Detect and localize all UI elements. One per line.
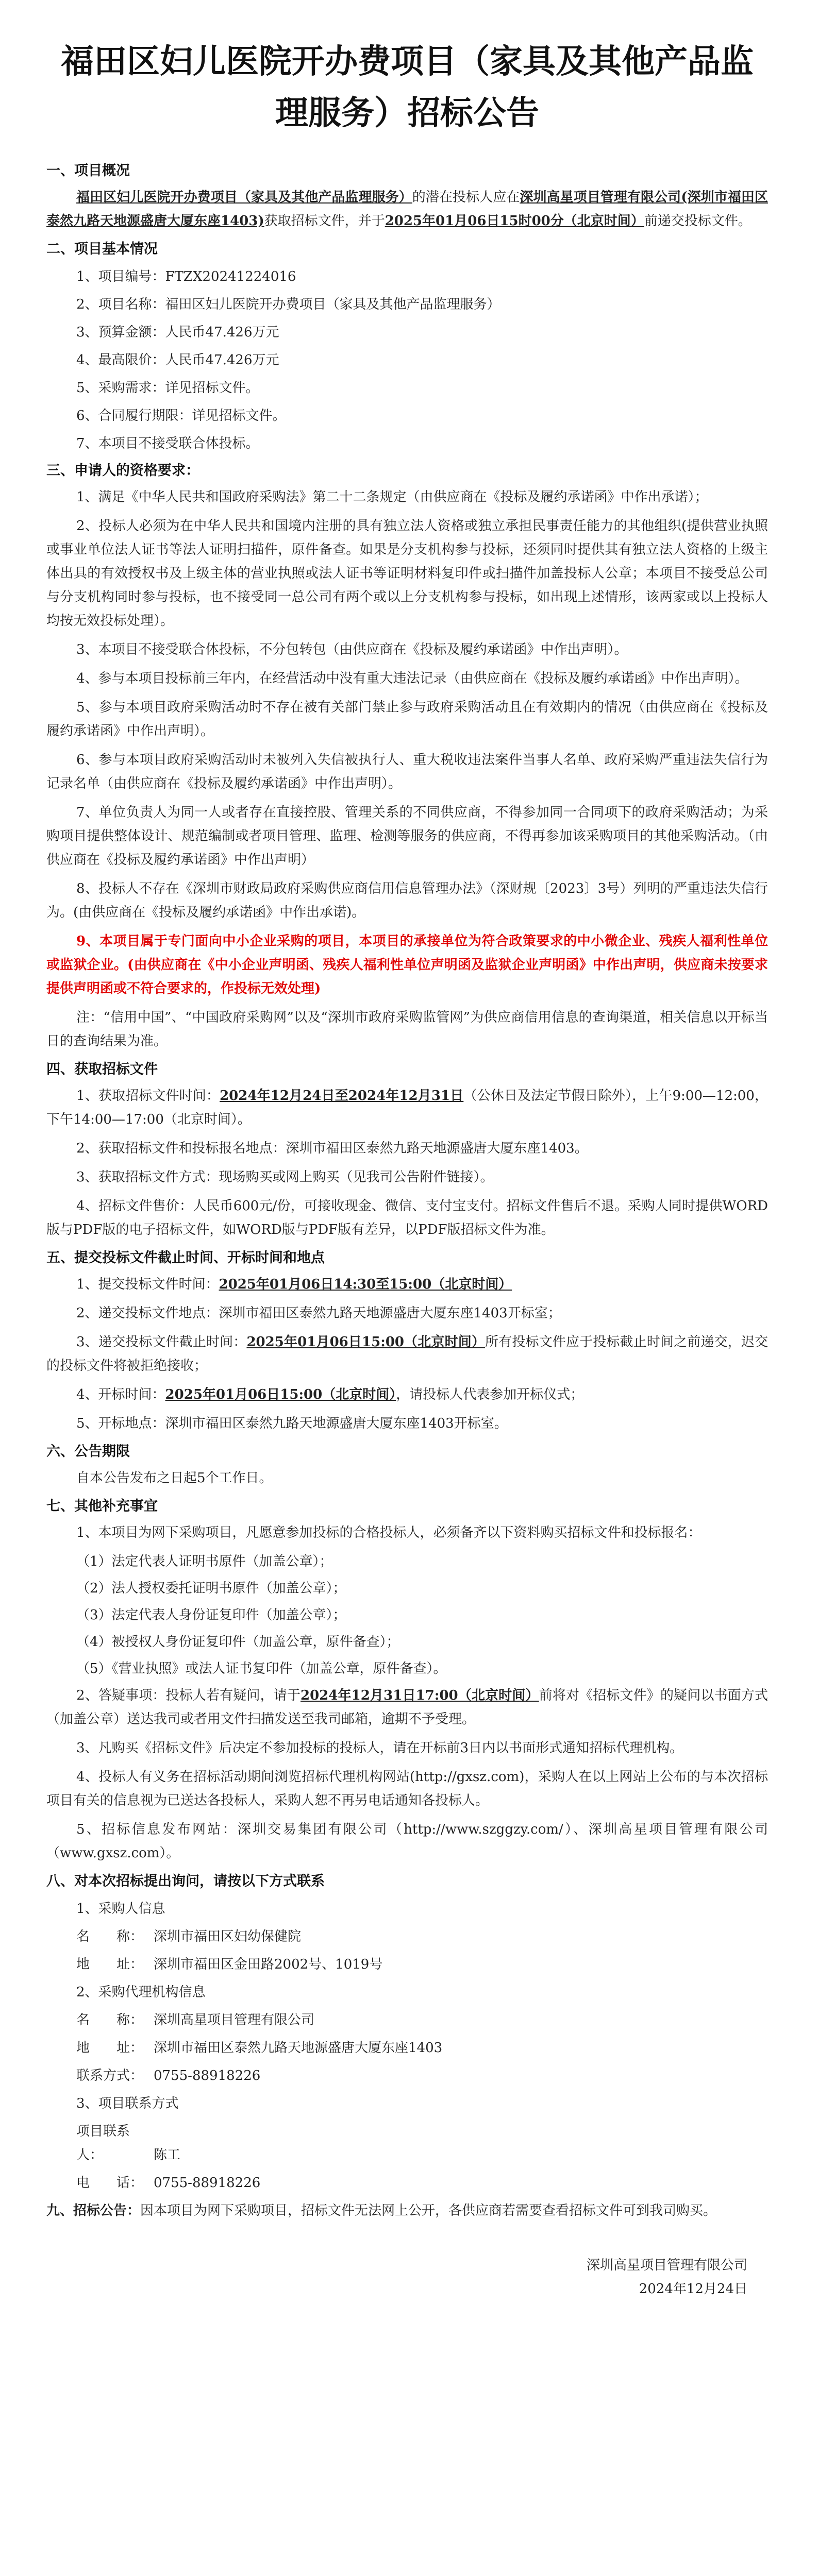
credit-note-paragraph: 注：“信用中国”、“中国政府采购网”以及“深圳市政府采购监管网”为供应商信用信息的查询渠道，相关信息以开标当日的查询结果为准。	[46, 1010, 768, 1049]
section-heading-notice-period: 六、公告期限	[46, 1444, 130, 1460]
section-heading-qualifications: 三、申请人的资格要求：	[46, 463, 199, 479]
contact-value: 深圳市福田区妇幼保健院	[154, 1929, 302, 1944]
basic-info-item: 6、合同履行期限：详见招标文件。	[76, 408, 286, 423]
contact-row	[76, 1953, 768, 1976]
qualification-paragraph: 7、单位负责人为同一人或者存在直接控股、管理关系的不同供应商，不得参加同一合同项下的政府采购活动；为采购项目提供整体设计、规范编制或者项目管理、监理、检测等服务的供应商，不得再参加该采购项目的其他采购活动。（由供应商在《投标及履约承诺函》中作出声明）	[46, 805, 768, 868]
required-document-item: （4）被授权人身份证复印件（加盖公章，原件备查）；	[76, 1634, 400, 1650]
text: 前将对《招标文件》的疑问以书面方式（加盖公章）送达我司或者用文件扫描发送至我司邮箱，逾期不予受理。	[46, 1688, 768, 1727]
text: 1、提交投标文件时间：	[76, 1277, 219, 1292]
obtain-period: 2024年12月24日至2024年12月31日	[220, 1088, 464, 1104]
question-deadline: 2024年12月31日17:00（北京时间）	[301, 1688, 539, 1703]
required-document-item: （2）法人授权委托证明书原件（加盖公章）；	[76, 1581, 346, 1596]
contact-value: 陈工	[154, 2147, 181, 2163]
signature-company: 深圳高星项目管理有限公司	[586, 2258, 747, 2273]
basic-info-item: 4、最高限价：人民币47.426万元	[76, 352, 279, 368]
notice-period-paragraph: 自本公告发布之日起5个工作日。	[76, 1470, 273, 1486]
other-paragraph: 3、凡购买《招标文件》后决定不参加投标的投标人，请在开标前3日内以书面形式通知招标代理机构。	[76, 1740, 683, 1756]
required-document-item: （3）法定代表人身份证复印件（加盖公章）；	[76, 1607, 346, 1623]
submission-location-paragraph: 2、递交投标文件地点：深圳市福田区泰然九路天地源盛唐大厦东座1403开标室；	[76, 1306, 561, 1321]
obtain-paragraph: 4、招标文件售价：人民币600元/份，可接收现金、微信、支付宝支付。招标文件售后不退。采购人同时提供WORD版与PDF版的电子招标文件，如WORD版与PDF版有差异，以PDF版招标文件为准。	[46, 1198, 768, 1238]
required-document-item: （5）《营业执照》或法人证书复印件（加盖公章，原件备查）。	[76, 1661, 447, 1676]
agency-name-address: 深圳高星项目管理有限公司(深圳市福田区泰然九路天地源盛唐大厦东座1403)	[46, 190, 768, 229]
obtain-paragraph: 2、获取招标文件和投标报名地点：深圳市福田区泰然九路天地源盛唐大厦东座1403。	[76, 1141, 588, 1156]
qualification-paragraph: 3、本项目不接受联合体投标，不分包转包（由供应商在《投标及履约承诺函》中作出声明）。	[76, 642, 628, 657]
contact-key: 名 称：	[76, 1929, 144, 1944]
contact-key: 联系方式：	[76, 2068, 144, 2083]
contact-row	[76, 2008, 768, 2032]
contact-row	[76, 2036, 768, 2060]
contact-value: 0755-88918226	[154, 2175, 261, 2191]
text: 1、获取招标文件时间：	[76, 1088, 220, 1104]
qualification-paragraph: 8、投标人不存在《深圳市财政局政府采购供应商信用信息管理办法》（深财规〔2023〕3号）列明的严重违法失信行为。(由供应商在《投标及履约承诺函》中作出承诺)。	[46, 881, 768, 920]
other-paragraph: 4、投标人有义务在招标活动期间浏览招标代理机构网站(http://gxsz.com)，采购人在以上网站上公布的与本次招标项目有关的信息视为已送达各投标人，采购人恕不再另电话通知各投标人。	[46, 1769, 768, 1808]
text: 4、开标时间：	[76, 1387, 165, 1402]
submission-time: 2025年01月06日14:30至15:00（北京时间）	[219, 1277, 512, 1292]
contact-group-title: 2、采购代理机构信息	[76, 1985, 206, 2000]
required-document-item: （1）法定代表人证明书原件（加盖公章）；	[76, 1554, 333, 1569]
text: 获取招标文件，并于	[264, 213, 385, 229]
section-heading-obtain-documents: 四、获取招标文件	[46, 1061, 158, 1077]
other-paragraph: 1、本项目为网下采购项目，凡愿意参加投标的合格投标人，必须备齐以下资料购买招标文件和投标报名：	[76, 1525, 702, 1540]
contact-row	[76, 2120, 768, 2167]
opening-location-paragraph: 5、开标地点：深圳市福田区泰然九路天地源盛唐大厦东座1403开标室。	[76, 1416, 508, 1431]
contact-key: 地 址：	[76, 1957, 144, 1972]
contact-value: 深圳市福田区泰然九路天地源盛唐大厦东座1403	[154, 2040, 443, 2056]
question-paragraph	[46, 1684, 768, 1731]
basic-info-item: 2、项目名称：福田区妇儿医院开办费项目（家具及其他产品监理服务）	[76, 297, 500, 312]
contact-key: 项目联系人：	[76, 2124, 130, 2163]
section-heading-other-matters: 七、其他补充事宜	[46, 1498, 158, 1514]
basic-info-item: 1、项目编号：FTZX20241224016	[76, 269, 296, 284]
contact-value: 深圳市福田区金田路2002号、1019号	[154, 1957, 383, 1972]
text: 3、递交投标文件截止时间：	[76, 1334, 247, 1350]
deadline: 2025年01月06日15时00分（北京时间）	[385, 213, 644, 229]
section-heading-tender-notice: 九、招标公告：	[46, 2203, 141, 2218]
other-paragraph: 5、招标信息发布网站：深圳交易集团有限公司（http://www.szggzy.com/）、深圳高星项目管理有限公司（www.gxsz.com）。	[46, 1822, 768, 1861]
submission-deadline-paragraph	[46, 1330, 768, 1378]
contact-key: 地 址：	[76, 2040, 144, 2056]
text: 前递交投标文件。	[644, 213, 752, 229]
basic-info-item: 7、本项目不接受联合体投标。	[76, 436, 259, 451]
text: 2、答疑事项：投标人若有疑问，请于	[76, 1688, 301, 1703]
section-heading-overview: 一、项目概况	[46, 163, 130, 179]
tender-notice-text: 因本项目为网下采购项目，招标文件无法网上公开，各供应商若需要查看招标文件可到我司购买。	[140, 2203, 717, 2218]
notice-page	[46, 36, 768, 2301]
contact-value: 0755-88918226	[154, 2068, 261, 2083]
opening-time: 2025年01月06日15:00（北京时间）	[165, 1387, 396, 1402]
contact-row	[76, 1925, 768, 1948]
section-heading-basic-info: 二、项目基本情况	[46, 241, 158, 257]
opening-time-paragraph	[46, 1383, 768, 1406]
basic-info-item: 5、采购需求：详见招标文件。	[76, 380, 259, 396]
section-heading-submission: 五、提交投标文件截止时间、开标时间和地点	[46, 1250, 325, 1266]
submission-time-paragraph	[46, 1273, 768, 1296]
text: 的潜在投标人应在	[412, 190, 520, 205]
project-name: 福田区妇儿医院开办费项目（家具及其他产品监理服务）	[76, 190, 412, 205]
qualification-paragraph: 5、参与本项目政府采购活动时不存在被有关部门禁止参与政府采购活动且在有效期内的情况（由供应商在《投标及履约承诺函》中作出声明）。	[46, 700, 768, 739]
section-heading-contact: 八、对本次招标提出询问，请按以下方式联系	[46, 1873, 325, 1889]
contact-key: 名 称：	[76, 2012, 144, 2028]
text: （公休日及法定节假日除外），上午9:00—12:00，下午14:00—17:00（北京时间）。	[46, 1088, 768, 1127]
submission-deadline: 2025年01月06日15:00（北京时间）	[246, 1334, 486, 1350]
contact-group-title: 3、项目联系方式	[76, 2096, 179, 2111]
tender-notice-paragraph	[46, 2199, 768, 2223]
contact-row	[76, 2064, 768, 2088]
qualification-paragraph: 6、参与本项目政府采购活动时未被列入失信被执行人、重大税收违法案件当事人名单、政府采购严重违法失信行为记录名单（由供应商在《投标及履约承诺函》中作出声明）。	[46, 752, 768, 791]
sme-requirement-paragraph: 9、本项目属于专门面向中小企业采购的项目，本项目的承接单位为符合政策要求的中小微企业、残疾人福利性单位或监狱企业。(由供应商在《中小企业声明函、残疾人福利性单位声明函及监狱企业声明函》中作出声明，供应商未按要求提供声明函或不符合要求的，作投标无效处理)	[46, 934, 768, 996]
qualification-paragraph: 2、投标人必须为在中华人民共和国境内注册的具有独立法人资格或独立承担民事责任能力的其他组织(提供营业执照或事业单位法人证书等法人证明扫描件，原件备查。如果是分支机构参与投标，还须同时提供其有独立法人资格的上级主体出具的有效授权书及上级主体的营业执照或法人证书等证明材料复印件或扫描件加盖投标人公章；本项目不接受总公司与分支机构同时参与投标，也不接受同一总公司有两个或以上分支机构参与投标，如出现上述情形，该两家或以上投标人均按无效投标处理）。	[46, 518, 768, 629]
obtain-time-paragraph	[46, 1084, 768, 1131]
signature-date: 2024年12月24日	[639, 2281, 747, 2297]
qualification-paragraph: 1、满足《中华人民共和国政府采购法》第二十二条规定（由供应商在《投标及履约承诺函》中作出承诺）；	[76, 489, 708, 505]
text: ，请投标人代表参加开标仪式；	[396, 1387, 584, 1402]
obtain-paragraph: 3、获取招标文件方式：现场购买或网上购买（见我司公告附件链接）。	[76, 1170, 494, 1185]
qualification-paragraph: 4、参与本项目投标前三年内，在经营活动中没有重大违法记录（由供应商在《投标及履约承诺函》中作出声明）。	[76, 671, 748, 686]
overview-paragraph	[46, 185, 768, 233]
page-title: 福田区妇儿医院开办费项目（家具及其他产品监理服务）招标公告	[61, 43, 754, 132]
contact-key: 电 话：	[76, 2175, 144, 2191]
contact-value: 深圳高星项目管理有限公司	[154, 2012, 315, 2028]
contact-group-title: 1、采购人信息	[76, 1901, 165, 1917]
contact-row	[76, 2171, 768, 2195]
text: 所有投标文件应于投标截止时间之前递交，迟交的投标文件将被拒绝接收；	[46, 1334, 768, 1374]
basic-info-item: 3、预算金额：人民币47.426万元	[76, 325, 279, 340]
